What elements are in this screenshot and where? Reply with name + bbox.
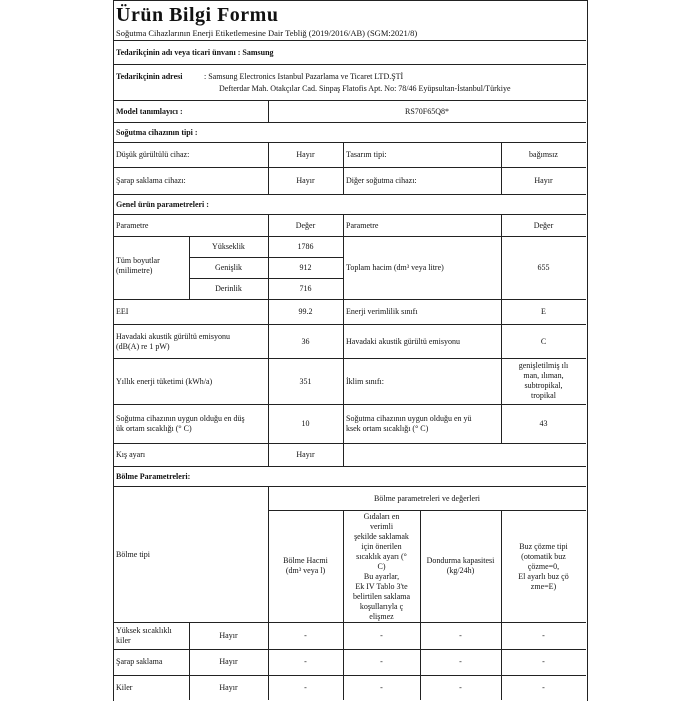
design-type-value: bağımsız: [529, 150, 558, 159]
eei-value: 99.2: [298, 307, 313, 316]
row-temp: -: [380, 683, 383, 692]
rule: [113, 299, 586, 300]
noise-class-value: C: [540, 337, 547, 346]
rule: [113, 214, 586, 215]
width-label: Genişlik: [214, 263, 243, 272]
device-type-section: Soğutma cihazının tipi :: [116, 128, 198, 137]
min-temp-value: 10: [301, 419, 310, 428]
min-temp-label-1: Soğutma cihazının uygun olduğu en düş: [116, 414, 245, 423]
col-defrost-3: çözme=0,: [527, 562, 560, 571]
model-value: RS70F65Q8*: [404, 107, 449, 116]
rule: [113, 40, 586, 41]
winter-label: Kış ayarı: [116, 450, 146, 459]
rule: [113, 64, 586, 65]
low-noise-label: Düşük gürültülü cihaz:: [116, 150, 190, 159]
noise-value: 36: [301, 337, 310, 346]
rule: [113, 443, 586, 444]
height-label: Yükseklik: [212, 242, 245, 251]
max-temp-label-2: ksek ortam sıcaklığı (° C): [346, 424, 429, 433]
other-device-value: Hayır: [534, 176, 553, 185]
row-freeze: -: [459, 657, 462, 666]
height-value: 1786: [297, 242, 314, 251]
supplier-address-line1: : Samsung Electronics Istanbul Pazarlama ve Ticaret LTD.ŞTİ: [204, 72, 404, 81]
wine-device-label: Şarap saklama cihazı:: [116, 176, 186, 185]
rule: [501, 214, 502, 443]
depth-label: Derinlik: [215, 284, 242, 293]
energy-class-label: Enerji verimlilik sınıfı: [346, 307, 418, 316]
col-volume-1: Bölme Hacmi: [283, 556, 328, 565]
rule: [113, 167, 586, 168]
param-header: Parametre: [116, 221, 149, 230]
climate-label: İklim sınıfı:: [346, 377, 384, 386]
row-defrost: -: [542, 683, 545, 692]
value-header: Değer: [295, 221, 316, 230]
rule: [113, 324, 586, 325]
col-defrost-5: zme=E): [530, 582, 557, 591]
dims-label: Tüm boyutlar: [116, 256, 160, 265]
row-present: Hayır: [219, 657, 238, 666]
other-device-label: Diğer soğutma cihazı:: [346, 176, 417, 185]
eei-label: EEI: [116, 307, 129, 316]
col-temp-line: için önerilen: [361, 542, 402, 551]
form-subtitle: Soğutma Cihazlarının Enerji Etiketlemesine Dair Tebliğ (2019/2016/AB) (SGM:2021/8): [116, 28, 418, 38]
col-defrost-4: El ayarlı buz çö: [518, 572, 569, 581]
climate-value-2: man, ılıman,: [523, 371, 564, 380]
energy-class-value: E: [541, 307, 546, 316]
supplier-address-label: Tedarikçinin adresi: [116, 72, 183, 81]
winter-value: Hayır: [296, 450, 315, 459]
col-temp-line: verimli: [369, 522, 394, 531]
col-temp-line: Ek IV Tablo 3'te: [355, 582, 408, 591]
annual-energy-label: Yıllık enerji tüketimi (kWh/a): [116, 377, 213, 386]
col-volume-2: (dm³ veya l): [285, 566, 326, 575]
col-temp-line: Gıdaları en: [363, 512, 400, 521]
supplier-name: Tedarikçinin adı veya ticari ünvanı : Samsung: [116, 48, 274, 57]
col-temp-line: şekilde saklamak: [354, 532, 409, 541]
noise-class-label: Havadaki akustik gürültü emisyonu: [346, 337, 460, 346]
rule: [343, 214, 344, 466]
col-freeze-1: Dondurma kapasitesi: [426, 556, 495, 565]
rule: [268, 486, 269, 700]
min-temp-label-2: ük ortam sıcaklığı (° C): [116, 424, 192, 433]
rule: [113, 100, 586, 101]
row-temp: -: [380, 657, 383, 666]
noise-unit: (dB(A) re 1 pW): [116, 342, 170, 351]
rule: [343, 142, 344, 194]
row-volume: -: [304, 683, 307, 692]
volume-value: 655: [537, 263, 550, 272]
supplier-address-line2: Defterdar Mah. Otakçılar Cad. Sinpaş Flatofis Apt. No: 78/46 Eyüpsultan-İstanbul/Türkiye: [219, 84, 511, 93]
row-name: Kiler: [116, 683, 133, 692]
row-name-2: kiler: [116, 636, 131, 645]
climate-value-3: subtropikal,: [524, 381, 563, 390]
row-name: Şarap saklama: [116, 657, 163, 666]
row-present: Hayır: [219, 631, 238, 640]
climate-value-4: tropikal: [531, 391, 556, 400]
row-freeze: -: [459, 631, 462, 640]
rule: [113, 622, 586, 623]
rule: [113, 142, 586, 143]
compartment-type-label: Bölme tipi: [116, 550, 150, 559]
row-present: Hayır: [219, 683, 238, 692]
rule: [189, 257, 343, 258]
depth-value: 716: [299, 284, 312, 293]
model-label: Model tanımlayıcı :: [116, 107, 183, 116]
row-volume: -: [304, 631, 307, 640]
col-defrost-2: (otomatik buz: [521, 552, 566, 561]
rule: [113, 194, 586, 195]
col-temp-line: belirtilen saklama: [352, 592, 411, 601]
rule: [113, 358, 586, 359]
col-freeze-2: (kg/24h): [446, 566, 475, 575]
dims-unit: (milimetre): [116, 266, 153, 275]
rule: [113, 122, 586, 123]
form-title: Ürün Bilgi Formu: [116, 4, 279, 26]
rule: [420, 510, 421, 700]
compartment-section: Bölme Parametreleri:: [116, 472, 191, 481]
design-type-label: Tasarım tipi:: [346, 150, 387, 159]
rule: [189, 278, 343, 279]
max-temp-value: 43: [539, 419, 548, 428]
volume-label: Toplam hacim (dm³ veya litre): [346, 263, 444, 272]
col-temp-line: koşullarıyla ç: [359, 602, 404, 611]
row-freeze: -: [459, 683, 462, 692]
row-defrost: -: [542, 631, 545, 640]
wine-device-value: Hayır: [296, 176, 315, 185]
rule: [501, 510, 502, 700]
rule: [113, 404, 586, 405]
rule: [113, 466, 586, 467]
max-temp-label-1: Soğutma cihazının uygun olduğu en yü: [346, 414, 472, 423]
rule: [113, 675, 586, 676]
width-value: 912: [299, 263, 312, 272]
annual-energy-value: 351: [299, 377, 312, 386]
col-temp-line: C): [377, 562, 386, 571]
row-defrost: -: [542, 657, 545, 666]
low-noise-value: Hayır: [296, 150, 315, 159]
climate-value-1: genişletilmiş ılı: [518, 361, 569, 370]
col-temp-line: elişmez: [369, 612, 394, 621]
row-name: Yüksek sıcaklıklı: [116, 626, 172, 635]
col-temp-line: sıcaklık ayarı (°: [356, 552, 407, 561]
noise-label: Havadaki akustik gürültü emisyonu: [116, 332, 230, 341]
col-defrost-1: Buz çözme tipi: [519, 542, 568, 551]
row-temp: -: [380, 631, 383, 640]
general-section: Genel ürün parametreleri :: [116, 200, 209, 209]
compartment-group-header: Bölme parametreleri ve değerleri: [374, 494, 480, 503]
param-header-2: Parametre: [346, 221, 379, 230]
value-header-2: Değer: [533, 221, 554, 230]
row-volume: -: [304, 657, 307, 666]
rule: [268, 510, 586, 511]
rule: [113, 486, 586, 487]
rule: [113, 236, 586, 237]
col-temp-line: Bu ayarlar,: [363, 572, 400, 581]
rule: [113, 649, 586, 650]
